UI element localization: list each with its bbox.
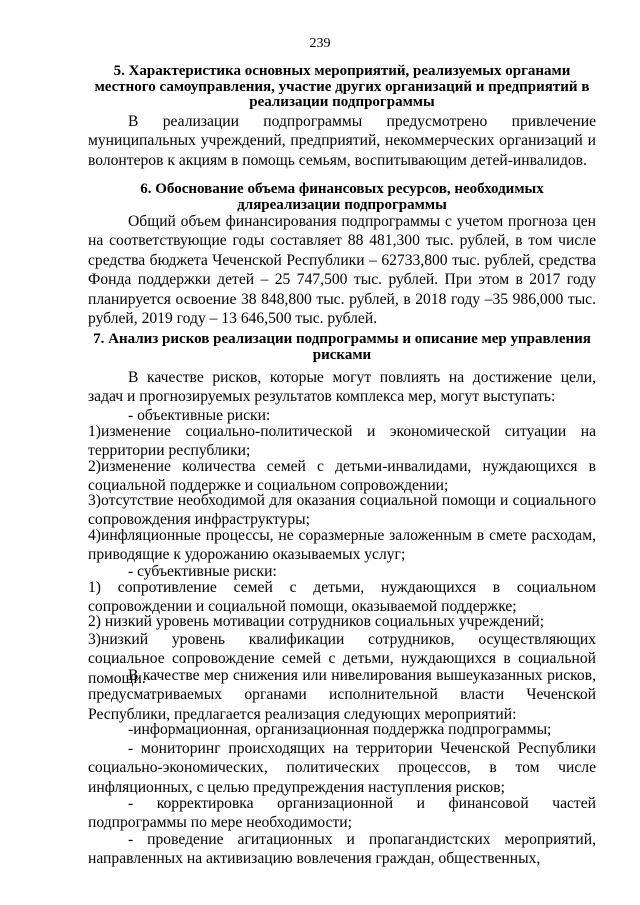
objective-risk-2: 2)изменение количества семей с детьми-инвалидами, нуждающихся в социальной поддержке и социальном сопровождении; (88, 458, 596, 495)
subjective-risk-1: 1) сопротивление семей с детьми, нуждающихся в социальном сопровождении и социальной помощи, оказываемой поддержке; (88, 579, 596, 616)
section-5-heading: 5. Характеристика основных мероприятий, реализуемых органами местного самоуправления, участие других организаций и предприятий в реализации подпрограммы (94, 63, 590, 110)
risks-intro-paragraph: В качестве рисков, которые могут повлиять на достижение цели, задач и прогнозируемых результатов комплекса мер, могут выступать: (88, 369, 596, 406)
section-5-paragraph: В реализации подпрограммы предусмотрено привлечение муниципальных учреждений, предприятий, некоммерческих организаций и волонтеров к акциям в помощь семьям, воспитывающим детей-инвалидов. (88, 113, 596, 169)
objective-risk-1: 1)изменение социально-политической и экономической ситуации на территории республики; (88, 423, 596, 460)
objective-risks-label: - объективные риски: (128, 407, 271, 424)
section-6-heading: 6. Обоснование объема финансовых ресурсов, необходимых дляреализации подпрограммы (140, 181, 544, 213)
subjective-risk-3: 3)низкий уровень квалификации сотрудников, осуществляющих социальное сопровождение семей с детьми, нуждающихся в социальной помощи. (88, 631, 596, 687)
section-7-heading: 7. Анализ рисков реализации подпрограммы и описание мер управления рисками (93, 331, 591, 363)
page-number: 239 (309, 36, 331, 51)
measure-4: - проведение агитационных и пропагандистских мероприятий, направленных на активизацию вовлечения граждан, общественных, (88, 831, 596, 868)
objective-risk-3: 3)отсутствие необходимой для оказания социальной помощи и социального сопровождения инфраструктуры; (88, 492, 596, 529)
measure-2: - мониторинг происходящих на территории Чеченской Республики социально-экономических, политических процессов, в том числе инфляционных, с целью предупреждения наступления рисков; (88, 740, 596, 796)
measures-intro-paragraph: В качестве мер снижения или нивелирования вышеуказанных рисков, предусматриваемых органами исполнительной власти Чеченской Республики, предлагается реализация следующих мероприятий: (88, 667, 596, 723)
measure-3: - корректировка организационной и финансовой частей подпрограммы по мере необходимости; (88, 795, 596, 832)
subjective-risks-label: - субъективные риски: (128, 563, 277, 580)
section-6-paragraph: Общий объем финансирования подпрограммы с учетом прогноза цен на соответствующие годы составляет 88 481,300 тыс. рублей, в том числе средства бюджета Чеченской Республики – 62733,800 тыс. рублей, средства Фонда поддержки детей – 25 747,500 тыс. рублей. При этом в 2017 году планируется освоение 38 848,800 тыс. рублей, в 2018 году –35 986,000 тыс. рублей, 2019 году – 13 646,500 тыс. рублей. (88, 213, 596, 328)
measure-1: -информационная, организационная поддержка подпрограммы; (128, 721, 552, 738)
objective-risk-4: 4)инфляционные процессы, не соразмерные заложенным в смете расходам, приводящие к удорожанию оказываемых услуг; (88, 527, 596, 564)
subjective-risk-2: 2) низкий уровень мотивации сотрудников социальных учреждений; (88, 613, 545, 630)
